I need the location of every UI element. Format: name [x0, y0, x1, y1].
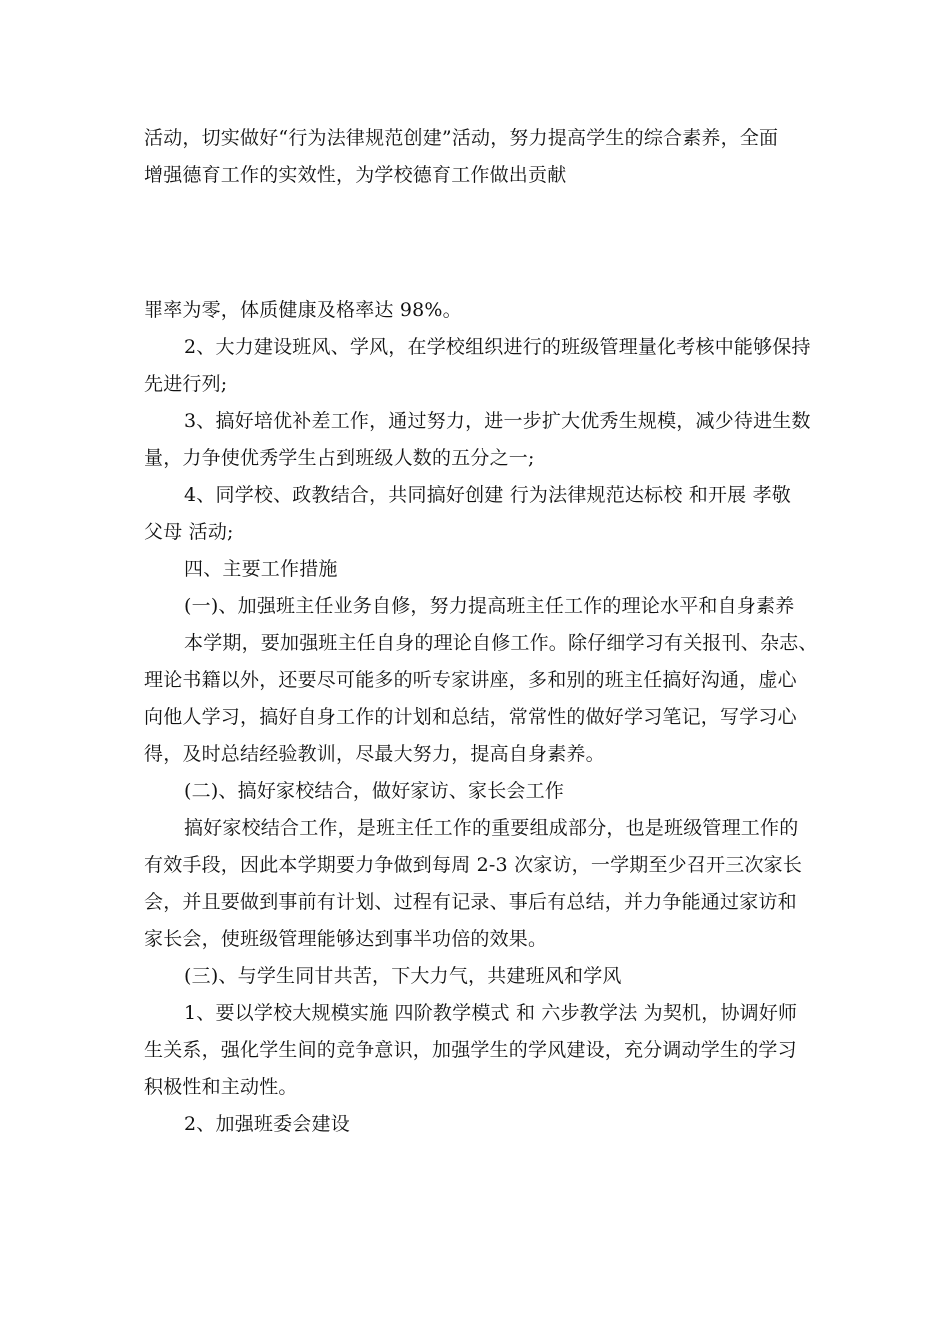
main-text-block	[144, 292, 818, 1143]
text-line: 会，并且要做到事前有计划、过程有记录、事后有总结，并力争能通过家访和	[144, 891, 797, 913]
text-line: 生关系，强化学生间的竞争意识，加强学生的学风建设，充分调动学生的学习	[144, 1039, 797, 1061]
text-line: 搞好家校结合工作，是班主任工作的重要组成部分，也是班级管理工作的	[184, 817, 799, 839]
text-line: 四、主要工作措施	[184, 558, 338, 580]
text-line: (三)、与学生同甘共苦，下大力气，共建班风和学风	[184, 965, 622, 987]
top-paragraph	[144, 120, 814, 194]
text-line: 父母 活动;	[144, 521, 234, 543]
text-line: 2、大力建设班风、学风，在学校组织进行的班级管理量化考核中能够保持	[184, 336, 811, 358]
text-line: 1、要以学校大规模实施 四阶教学模式 和 六步教学法 为契机，协调好师	[184, 1002, 798, 1024]
text-line: 活动，切实做好“行为法律规范创建”活动，努力提高学生的综合素养，全面	[144, 127, 779, 149]
text-line: 量，力争使优秀学生占到班级人数的五分之一;	[144, 447, 535, 469]
text-line: (一)、加强班主任业务自修，努力提高班主任工作的理论水平和自身素养	[184, 595, 795, 617]
text-line: 理论书籍以外，还要尽可能多的听专家讲座，多和别的班主任搞好沟通，虚心	[144, 669, 797, 691]
text-line: 得，及时总结经验教训，尽最大努力，提高自身素养。	[144, 743, 605, 765]
text-line: 先进行列;	[144, 373, 228, 395]
text-line: 4、同学校、政教结合，共同搞好创建 行为法律规范达标校 和开展 孝敬	[184, 484, 792, 506]
text-line: 罪率为零，体质健康及格率达 98%。	[144, 299, 462, 321]
text-line: 家长会，使班级管理能够达到事半功倍的效果。	[144, 928, 548, 950]
text-line: 本学期，要加强班主任自身的理论自修工作。除仔细学习有关报刊、杂志、	[184, 632, 818, 654]
text-line: (二)、搞好家校结合，做好家访、家长会工作	[184, 780, 565, 802]
text-line: 增强德育工作的实效性，为学校德育工作做出贡献	[144, 164, 567, 186]
text-line: 有效手段，因此本学期要力争做到每周 2-3 次家访，一学期至少召开三次家长	[144, 854, 803, 876]
text-line: 向他人学习，搞好自身工作的计划和总结，常常性的做好学习笔记，写学习心	[144, 706, 797, 728]
text-line: 2、加强班委会建设	[184, 1113, 350, 1135]
text-line: 积极性和主动性。	[144, 1076, 298, 1098]
text-line: 3、搞好培优补差工作，通过努力，进一步扩大优秀生规模，减少待进生数	[184, 410, 811, 432]
